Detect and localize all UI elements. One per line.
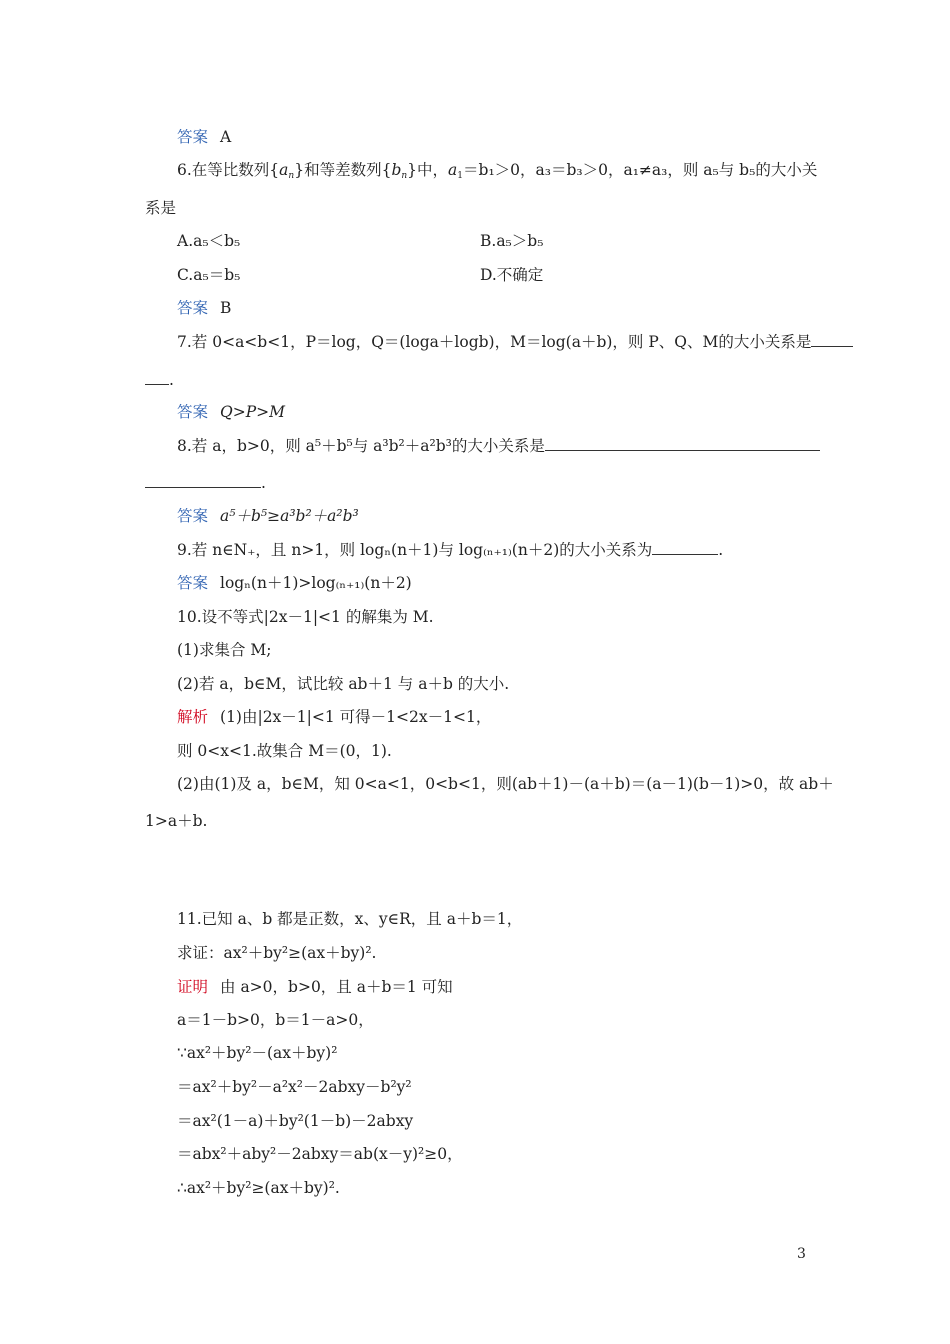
q6-option-d: D.不确定 <box>480 266 544 284</box>
q6-stem-line2: 系是 <box>145 199 177 217</box>
q8-stem-line2: . <box>145 472 266 494</box>
q6-answer: 答案 B <box>177 299 232 317</box>
q11-proof-line7: ∴ax²＋by²≥(ax＋by)². <box>177 1179 340 1197</box>
q5-answer: 答案 A <box>177 128 232 146</box>
q10-part2: (2)若 a，b∈M，试比较 ab＋1 与 a＋b 的大小. <box>177 675 510 693</box>
q11-proof-line2: a＝1－b>0，b＝1－a>0， <box>177 1011 374 1029</box>
q11-prove: 求证：ax²＋by²≥(ax＋by)². <box>177 944 377 962</box>
q10-solution-line3: (2)由(1)及 a，b∈M，知 0<a<1，0<b<1，则(ab＋1)－(a＋b)＝(a－1)(b－1)>0，故 ab＋ <box>177 775 834 793</box>
answer-label: 答案 <box>177 128 209 146</box>
q8-stem: 8.若 a，b>0，则 a⁵＋b⁵与 a³b²＋a²b³的大小关系是 <box>177 435 820 457</box>
q11-proof-line6: ＝abx²＋aby²－2abxy＝ab(x－y)²≥0， <box>177 1145 463 1163</box>
q6-option-c: C.a₅＝b₅ <box>177 266 241 284</box>
q10-solution-line2: 则 0<x<1.故集合 M＝(0，1). <box>177 742 392 760</box>
q7-stem: 7.若 0<a<b<1，P＝log，Q＝(loga＋logb)，M＝log(a＋b)，则 P、Q、M的大小关系是 <box>177 331 853 353</box>
answer-blank <box>545 436 820 451</box>
q11-proof-line1: 证明 由 a>0，b>0，且 a＋b＝1 可知 <box>177 978 453 996</box>
proof-label: 证明 <box>177 978 209 996</box>
q7-stem-line2: . <box>145 369 174 391</box>
q11-proof-line5: ＝ax²(1－a)＋by²(1－b)－2abxy <box>177 1112 414 1130</box>
q10-solution-line1: 解析 (1)由|2x－1|<1 可得－1<2x－1<1， <box>177 708 492 726</box>
q11-proof-line4: ＝ax²＋by²－a²x²－2abxy－b²y² <box>177 1078 412 1096</box>
q8-answer: 答案 a⁵＋b⁵≥a³b²＋a²b³ <box>177 507 359 525</box>
answer-blank <box>652 540 718 555</box>
q11-stem: 11.已知 a、b 都是正数，x、y∈R，且 a＋b＝1， <box>177 910 523 928</box>
q6-stem: 6.在等比数列$\{a_n\}$和等差数列$\{b_n\}$中，$a_1=b_1>0$，a₃＝b₃＞0，a₁≠a₃，则 a₅与 b₅的大小关 <box>177 161 818 181</box>
q6-option-a: A.a₅＜b₅ <box>177 232 241 250</box>
q10-part1: (1)求集合 M; <box>177 641 272 659</box>
page-number: 3 <box>797 1246 806 1262</box>
answer-blank <box>145 473 261 488</box>
answer-blank <box>145 370 169 385</box>
q10-stem: 10.设不等式|2x－1|<1 的解集为 M. <box>177 608 434 626</box>
q11-proof-line3: ∵ax²＋by²－(ax＋by)² <box>177 1044 338 1062</box>
q9-stem: 9.若 n∈N₊，且 n>1，则 logₙ(n＋1)与 log₍ₙ₊₁₎(n＋2)的大小关系为 . <box>177 541 724 559</box>
q6-option-b: B.a₅＞b₅ <box>480 232 544 250</box>
solution-label: 解析 <box>177 708 209 726</box>
q7-answer: 答案 Q>P>M <box>177 403 285 421</box>
q9-answer: 答案 logₙ(n＋1)>log₍ₙ₊₁₎(n＋2) <box>177 574 412 592</box>
q10-solution-line4: 1>a＋b. <box>145 812 208 830</box>
answer-blank <box>811 332 853 347</box>
